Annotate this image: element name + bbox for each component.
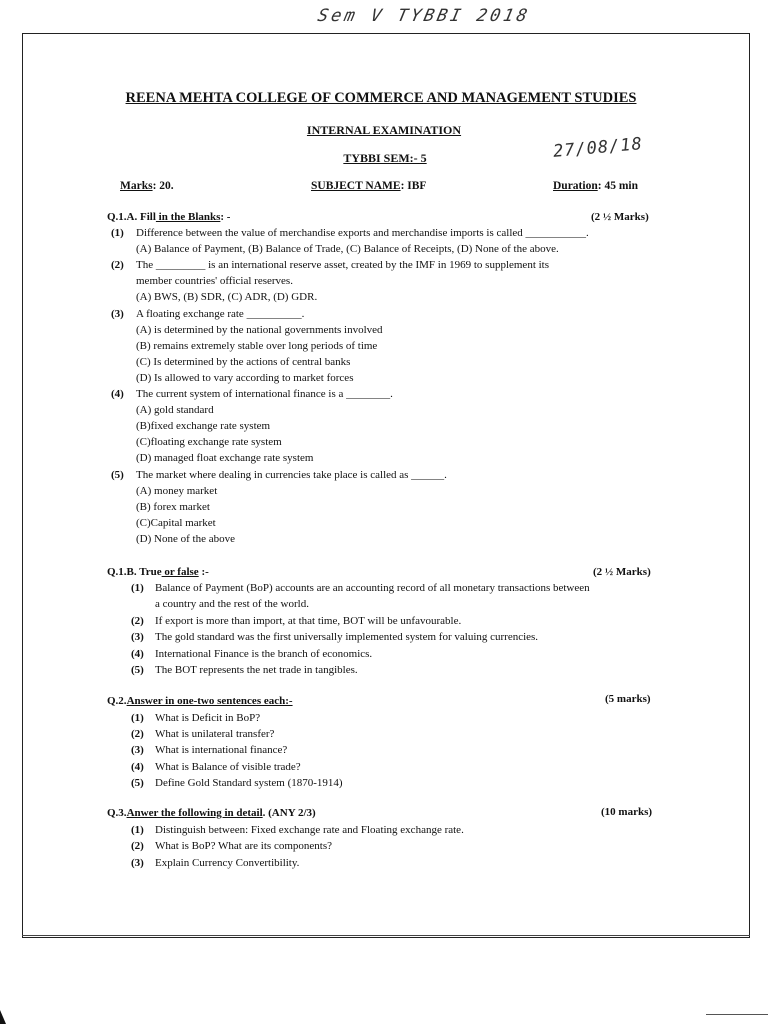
q1b-item-text: The BOT represents the net trade in tangibles. <box>155 664 358 676</box>
duration-info <box>553 179 638 193</box>
q3-title-underlined: Anwer the following in detail <box>126 807 263 819</box>
q2-item-text: What is Balance of visible trade? <box>155 760 301 773</box>
q1a-item-text: (A) money market <box>136 484 218 497</box>
q2-item-number: (4) <box>131 760 144 773</box>
handwritten-top-note: Sem V TYBBI 2018 <box>315 6 532 26</box>
q1a-item-text: (A) Balance of Payment, (B) Balance of Trade, (C) Balance of Receipts, (D) None of the above. <box>136 243 559 256</box>
q1a-item-text: (D) None of the above <box>136 532 235 545</box>
q1a-item-text: Difference between the value of merchandise exports and merchandise imports is called ___________. <box>136 227 589 239</box>
q1a-item-text: A floating exchange rate __________. <box>136 307 305 320</box>
scan-edge-line <box>706 1014 768 1015</box>
q1b-title-prefix: Q.1.B. True <box>107 566 162 578</box>
q1a-item-text: (B) forex market <box>136 500 210 513</box>
q2-title-prefix: Q.2. <box>107 695 127 707</box>
q3-marks: (10 marks) <box>601 806 653 818</box>
q1a-item-text: (A) BWS, (B) SDR, (C) ADR, (D) GDR. <box>136 291 318 304</box>
q2-item-number: (1) <box>131 712 144 724</box>
marks-label: Marks <box>120 180 153 192</box>
page-border-bottom-line <box>22 935 750 936</box>
q2-item-number: (3) <box>131 744 144 757</box>
page-border <box>22 33 750 938</box>
q2-item-text: Define Gold Standard system (1870-1914) <box>155 776 343 789</box>
q2-title <box>107 694 293 708</box>
q2-item-number: (2) <box>131 728 144 741</box>
q2-item-text: What is international finance? <box>155 744 288 757</box>
q1b-item-text: If export is more than import, at that time, BOT will be unfavourable. <box>155 614 462 627</box>
q3-title <box>107 806 316 820</box>
q1a-item-text: (A) is determined by the national governments involved <box>136 323 383 336</box>
q1a-item-text: The _________ is an international reserve asset, created by the IMF in 1969 to supplement its <box>136 259 550 272</box>
q1a-item-text: (A) gold standard <box>136 404 214 417</box>
q1a-item-text: (C)floating exchange rate system <box>136 436 282 449</box>
q1a-item-number: (5) <box>111 468 124 481</box>
duration-value: : 45 min <box>597 180 638 192</box>
q1b-item-number: (2) <box>131 614 144 627</box>
q1b-item-number: (1) <box>131 582 144 594</box>
q2-item-number: (5) <box>131 776 144 789</box>
handwritten-date: 27/08/18 <box>552 134 644 162</box>
q1a-item-text: (B)fixed exchange rate system <box>136 420 271 433</box>
q1a-title-suffix: : - <box>220 211 231 223</box>
q1a-item-number: (3) <box>111 307 124 320</box>
college-name: REENA MEHTA COLLEGE OF COMMERCE AND MANAGEMENT STUDIES <box>125 90 637 106</box>
q1a-item-text: member countries' official reserves. <box>136 275 293 288</box>
q3-title-prefix: Q.3. <box>107 807 127 819</box>
q1a-item-text: (C)Capital market <box>136 516 216 529</box>
q1b-item-text: International Finance is the branch of economics. <box>155 647 373 660</box>
q2-item-text: What is unilateral transfer? <box>155 728 275 741</box>
q1b-title-underlined: or false <box>161 566 199 578</box>
q1a-item-number: (4) <box>111 388 124 400</box>
exam-title: INTERNAL EXAMINATION <box>306 123 462 137</box>
q1b-item-number: (5) <box>131 664 144 676</box>
q1b-item-number: (4) <box>131 647 144 660</box>
q1b-item-text: The gold standard was the first universally implemented system for valuing currencies. <box>155 631 539 644</box>
q1a-title-prefix: Q.1.A. Fill <box>107 211 156 223</box>
q3-item-text: Distinguish between: Fixed exchange rate and Floating exchange rate. <box>155 824 464 836</box>
q1a-marks: (2 ½ Marks) <box>591 211 649 223</box>
q1b-marks: (2 ½ Marks) <box>593 566 651 578</box>
q1a-item-text: The current system of international finance is a ________. <box>136 388 393 400</box>
subject-label: SUBJECT NAME <box>311 180 401 192</box>
q3-item-number: (1) <box>131 824 144 836</box>
q1a-item-text: (D) managed float exchange rate system <box>136 452 314 465</box>
q1a-item-number: (2) <box>111 259 124 272</box>
q3-item-number: (2) <box>131 840 144 853</box>
q1a-item-text: (D) Is allowed to vary according to market forces <box>136 371 354 384</box>
marks-value: : 20. <box>152 180 174 192</box>
q1b-title-suffix: :- <box>198 566 209 578</box>
q3-item-number: (3) <box>131 856 144 869</box>
q2-marks: (5 marks) <box>605 693 651 705</box>
q1b-item-number: (3) <box>131 631 144 644</box>
subject-info <box>311 179 426 193</box>
duration-label: Duration <box>553 180 598 192</box>
q1a-item-text: (B) remains extremely stable over long periods of time <box>136 339 378 352</box>
q1b-title <box>107 565 209 579</box>
subject-value: : IBF <box>400 180 427 192</box>
q3-item-text: What is BoP? What are its components? <box>155 840 332 853</box>
class-semester: TYBBI SEM:- 5 <box>343 151 427 165</box>
scan-corner-mark <box>0 1010 6 1024</box>
q3-item-text: Explain Currency Convertibility. <box>155 856 300 869</box>
q1b-item-text: a country and the rest of the world. <box>155 598 309 611</box>
q2-item-text: What is Deficit in BoP? <box>155 712 261 724</box>
q1a-item-text: (C) Is determined by the actions of central banks <box>136 355 351 368</box>
q3-title-suffix: . (ANY 2/3) <box>262 807 316 819</box>
q1a-item-number: (1) <box>111 227 124 239</box>
q2-title-underlined: Answer in one-two sentences each:- <box>126 695 293 707</box>
q1a-item-text: The market where dealing in currencies take place is called as ______. <box>136 468 447 481</box>
q1a-title <box>107 210 230 224</box>
q1a-title-underlined: in the Blanks <box>155 211 221 223</box>
q1b-item-text: Balance of Payment (BoP) accounts are an accounting record of all monetary transactions between <box>155 582 590 594</box>
marks-info <box>120 179 174 193</box>
